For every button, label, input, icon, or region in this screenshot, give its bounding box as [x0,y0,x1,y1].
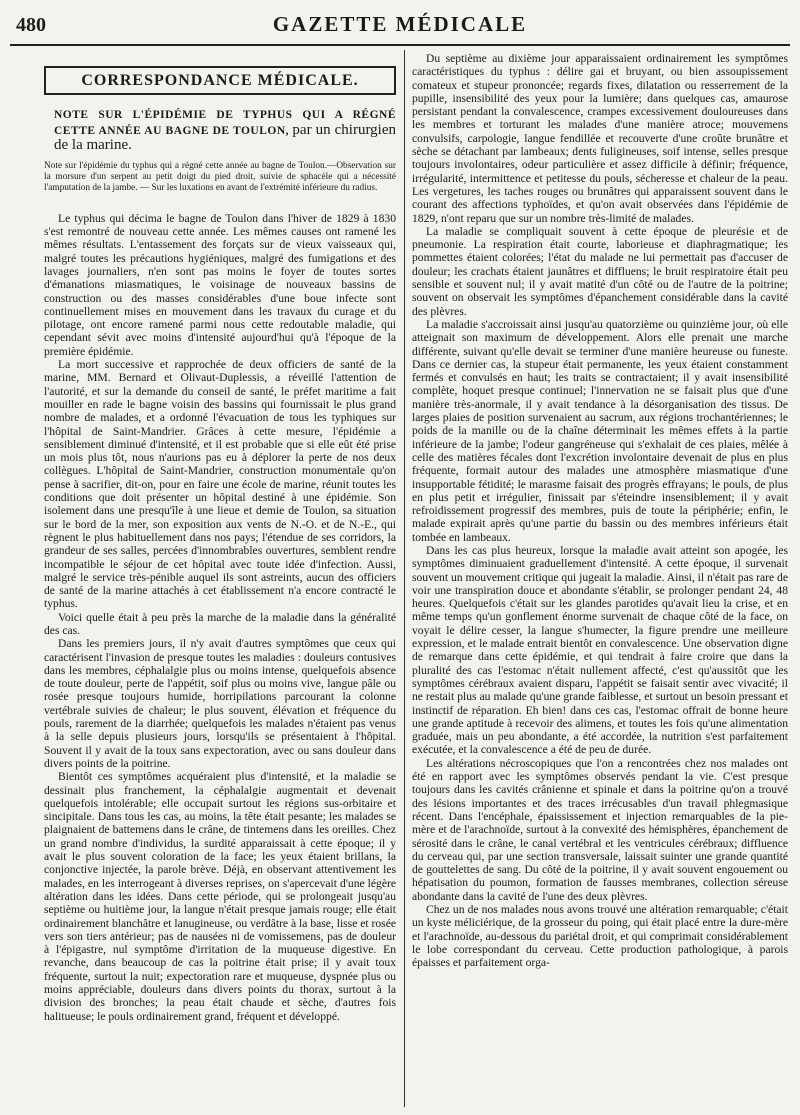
paragraph: La maladie s'accroissait ainsi jusqu'au quatorzième ou quinzième jour, où elle atteignait son maximum de développement. Alors elle prenait une marche différente, suivant qu'elle devait se terminer d'une manière heureuse ou funeste. Dans ce dernier cas, la stupeur était permanente, les yeux étaient constamment fermés et convulsés en haut; les traits se contractaient; il y avait insensibilité complète, hoquet presque continuel; l'innervation ne se faisait plus que d'une manière très-anormale, il y avait tendance à la désorganisation des tissus. De larges plaies de position survenaient au sacrum, aux régions trochantériennes; le poids de la manille ou de la chaîne déterminait les mêmes effets à la partie inférieure de la jambe; l'odeur gangréneuse qui s'exhalait de ces plaies, mêlée à celle des matières fécales dont l'excrétion involontaire devenait de plus en plus fréquente, formait autour des malades une atmosphère miasmatique d'une insupportable fétidité; le marasme faisait des progrès effrayans; le pouls, de plus en plus petit et irrégulier, finissait par s'éteindre insensiblement; il y avait refroidissement progressif des membres, puis de toute la périphérie; enfin, le malade expirait après qu'une partie du bassin ou des membres inférieurs était tombée en lambeaux. [412,317,788,544]
paragraph: Du septième au dixième jour apparaissaient ordinairement les symptômes caractéristiques du typhus : délire gai et bruyant, ou bien assoupissement comateux et stupeur prononcée; regards fixes, dilatation ou resserrement de la pupille, insensibilité des yeux pour la lumière; dans quelques cas, amaurose persistant pendant la convalescence, crampes excessivement douloureuses dans les membres et torturant les malades d'une manière atroce; mouvemens convulsifs, carpologie, langue fendillée et recouverte d'une croûte brunâtre et sèche se détachant par lambeaux; dents fuligineuses, soif intense, selles presque toujours involontaires, odeur particulière et assez difficile à définir; fréquence, irrégularité, intermittence et petitesse du pouls, sécheresse et chaleur de la peau. Les vergetures, les taches rouges ou brunâtres qui apparaissent souvent dans le courant des affections typhoïdes, et qu'on avait observées dans l'épidémie de 1829, n'ont reparu que sur un nombre très-limité de malades. [412,52,788,225]
journal-title: GAZETTE MÉDICALE [272,12,528,36]
paragraph: Bientôt ces symptômes acquéraient plus d'intensité, et la maladie se dessinait plus franchement, la céphalalgie augmentait et devenait quelquefois intolérable; elle occupait surtout les régions sus-orbitaire et sincipitale. Dans tous les cas, au moins, la tête était pesante; les malades se plaignaient de battemens dans le crâne, de tintemens dans les oreilles. Chez un grand nombre d'individus, la surdité apparaissait à cette époque; il y avait le plus souvent coloration de la face; les yeux étaient brillans, la conjonctive injectée, la parole brève. Déjà, en observant attentivement les malades, en les interrogeant à diverses reprises, on s'apercevait d'une légère altération dans les idées. Dans cette période, qui se prolongeait jusqu'au septième ou huitième jour, la langue n'était presque jamais rouge; elle était ordinairement blanchâtre et lanugineuse, ou verdâtre à la base, lisse et rosée vers son tiers antérieur; pas de nausées ni de vomissemens, pas de douleur à l'épigastre, nul symptôme d'irritation de la muqueuse digestive. En revanche, dans beaucoup de cas la poitrine était prise; il y avait toux fréquente, surtout la nuit; expectoration rare et muqueuse, dyspnée plus ou moins appréciable, douleurs dans divers points du thorax, surtout à la division des bronches; la peau était chaude et sèche, d'autres fois halitueuse; le pouls ordinairement grand, fréquent et développé. [44,770,396,1023]
paragraph: Chez un de nos malades nous avons trouvé une altération remarquable; c'était un kyste méliciérique, de la grosseur du poing, qui était placé entre la dure-mère et l'arachnoïde, au-dessous du pariétal droit, et qui comprimait considérablement le lobe correspondant du cerveau. Cette production pathologique, à parois épaisses et parfaitement orga- [412,903,788,970]
section-title: CORRESPONDANCE MÉDICALE. [44,66,396,95]
page-header [10,8,790,40]
paragraph: Dans les cas plus heureux, lorsque la maladie avait atteint son apogée, les symptômes diminuaient graduellement d'intensité. A cette époque, il survenait souvent un mouvement critique qui jugeait la maladie. Ainsi, il n'était pas rare de voir une transpiration douce et abondante s'établir, se prolonger pendant 24, 48 heures. Quelquefois c'était sur les glandes parotides qu'avait lieu la crise, et en même temps qu'un gonflement énorme survenait de chaque côté de la face, on voyait le délire cesser, la langue s'humecter, la figure prendre une meilleure expression, et le malade entrait bientôt en convalescence. Une observation digne de remarque dans cette épidémie, et qui tendrait à faire croire que dans la pluralité des cas l'estomac n'était nullement affecté, c'est qu'aussitôt que les symptômes cérébraux avaient disparu, l'appétit se faisait sentir avec vivacité; il ne restait plus au malade qu'une grande faiblesse, et surtout un besoin pressant et instinctif de réparation. Eh bien! dans ces cas, l'estomac offrait de bonne heure une grande aptitude à recevoir des alimens, et toutes les fois qu'une alimentation graduée, mais un peu abondante, a été accordée, la nutrition s'est parfaitement exécutée, et la convalescence a été de peu de durée. [412,543,788,757]
article-title-main: NOTE SUR L'ÉPIDÉMIE DE TYPHUS QUI A RÉGNÉ CETTE ANNÉE AU BAGNE DE TOULON, [54,109,396,137]
right-column [412,52,788,1107]
article-summary: Note sur l'épidémie du typhus qui a régné cette année au bagne de Toulon.—Observation sur la morsure d'un serpent au petit doigt du pied droit, suivie de sphacèle qui a nécessité l'amputation de la jambe. — Sur les luxations en avant de l'extrémité inférieure du radius. [44,160,396,193]
header-rule [10,44,790,46]
left-column [44,52,396,1107]
paragraph: La maladie se compliquait souvent à cette époque de pleurésie et de pneumonie. La respiration était courte, laborieuse et diaphragmatique; les pommettes étaient colorées; l'état du malade ne lui permettait pas d'accuser de douleur; les crachats étaient jaunâtres et diffluens; le bruit respiratoire était peu sensible et souvent nul; il y avait matité d'un côté ou de l'autre de la poitrine; souvent on observait les symptômes d'épanchement considérable dans la cavité des plèvres. [412,224,788,318]
article-title-author: par un chirurgien de la marine. [54,121,396,154]
paragraph: Les altérations nécroscopiques que l'on a rencontrées chez nos malades ont été en rapport avec les symptômes observés pendant la vie. C'est presque toujours dans les cavités crânienne et spinale et dans la poitrine qu'on a trouvé des lésions importantes et des traces irrécusables d'un travail phlegmasique récent. Dans l'encéphale, épaississement et injection remarquables de la pie-mère et de l'arachnoïde, surtout à la convexité des hémisphères, épanchement de sérosité dans le crâne, le canal vertébral et les ventricules cérébraux; diffluence du cerveau qui, par une section transversale, laissait suinter une grande quantité de gouttelettes de sang. Du côté de la poitrine, il y avait souvent engouement ou hépatisation du poumon, formation de fausses membranes, collection séreuse abondante dans la cavité de l'une des deux plèvres. [412,756,788,903]
column-divider [404,50,405,1107]
paragraph: Dans les premiers jours, il n'y avait d'autres symptômes que ceux qui caractérisent l'invasion de presque toutes les maladies : douleurs contusives dans les membres, céphalalgie plus ou moins intense, quelquefois absence de toute douleur, perte de l'appétit, soif plus ou moins vive, langue pâle ou rosée presque toujours humide, horripilations parcourant la colonne vertébrale suivies de chaleur; le plus souvent, élévation et fréquence du pouls, rarement de la diarrhée; quelquefois les malades n'étaient pas venus à la selle depuis plusieurs jours, lorsqu'ils se présentaient à l'hôpital. Souvent il y avait de la toux sans expectoration, avec ou sans douleur dans divers points de la poitrine. [44,637,396,770]
paragraph: Voici quelle était à peu près la marche de la maladie dans la généralité des cas. [44,610,396,637]
paragraph: Le typhus qui décima le bagne de Toulon dans l'hiver de 1829 à 1830 s'est remontré de nouveau cette année. Les mêmes causes ont ramené les mêmes résultats. L'entassement des forçats sur de vieux vaisseaux qui, malgré toutes les précautions hygiéniques, malgré des fumigations et des lavages journaliers, n'en sont pas moins le foyer de toutes sortes d'émanations miasmatiques, le voisinage de nouveaux bassins de construction ou des masses considérables d'une boue infecte sont continuellement mises en mouvement dans les travaux du curage et du pilotage, ont encore ramené parmi nous cette redoutable maladie, qui cependant sévit avec moins d'intensité aujourd'hui qu'à l'époque de la première épidémie. [44,211,396,358]
paragraph: La mort successive et rapprochée de deux officiers de santé de la marine, MM. Bernard et Olivaut-Duplessis, a réveillé l'attention de l'autorité, et sur la demande du conseil de santé, le préfet maritime a fait mouiller en rade le bagne voisin des bassins qui fournissait le plus grand nombre de malades, et a ordonné l'évacuation de tous les typhiques sur l'hôpital de Saint-Mandrier. Grâces à cette mesure, l'épidémie a sensiblement diminué d'intensité, et il est probable que si elle eût été prise un mois plus tôt, nous n'aurions pas eu à déplorer la perte de nos deux collègues. L'hôpital de Saint-Mandrier, construction monumentale qu'on pense à sacrifier, dit-on, pour en faire une école de marine, réunit toutes les conditions que doit présenter un hôpital destiné à une épidémie. Son isolement dans une presqu'île à une lieue et demie de Toulon, sa situation sur le bord de la mer, son exposition aux vents de N.-O. et de N.-E., qui règnent le plus habituellement dans nos pays; l'étendue de ses corridors, la grandeur de ses salles, percées d'innombrables ouvertures, semblent rendre incompatible le séjour de cet hôpital avec toute idée d'infection. Aussi, malgré le service très-pénible auquel ils sont astreints, aucun des officiers de santé de la marine attachés à cet établissement n'a encore contracté le typhus. [44,358,396,611]
article-title [54,107,396,153]
page-number: 480 [16,14,46,36]
